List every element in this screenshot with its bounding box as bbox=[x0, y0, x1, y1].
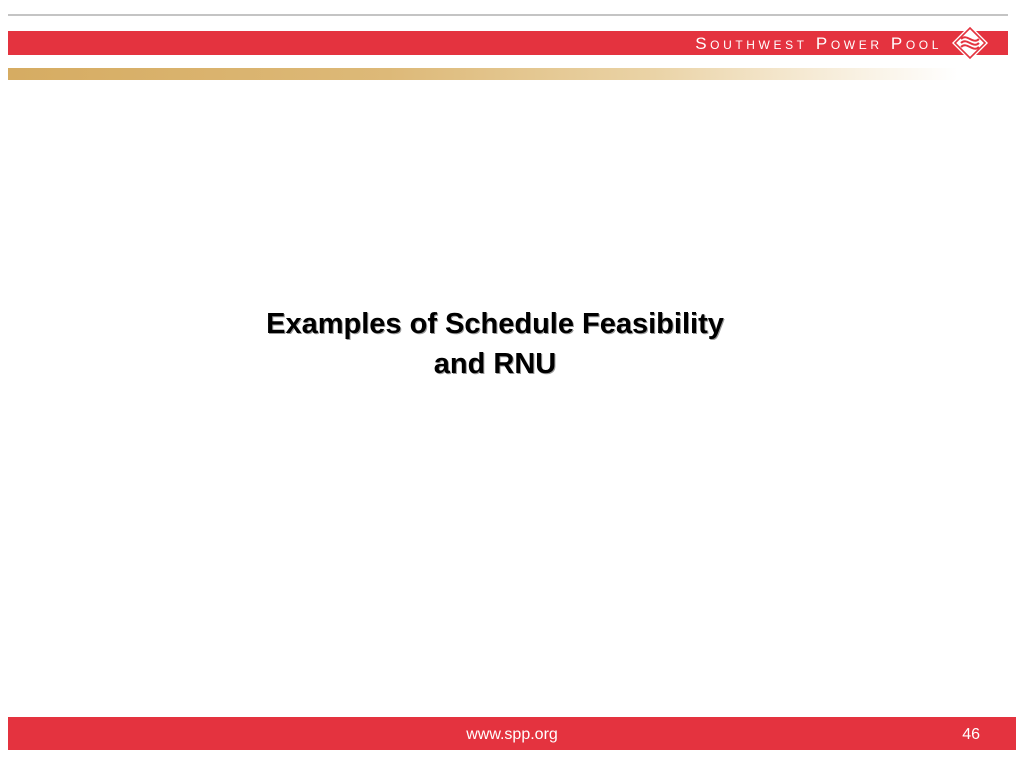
brand-name: Southwest Power Pool bbox=[695, 34, 942, 53]
page-number: 46 bbox=[962, 726, 980, 743]
slide-title-line-1: Examples of Schedule Feasibility bbox=[266, 308, 724, 340]
accent-gradient-band bbox=[8, 68, 958, 80]
header-band bbox=[8, 31, 1008, 55]
top-divider bbox=[8, 14, 1008, 16]
slide-title-line-2: and RNU bbox=[433, 348, 557, 380]
footer-band bbox=[8, 717, 1016, 750]
slide-title bbox=[150, 304, 840, 384]
website-url: www.spp.org bbox=[466, 726, 558, 743]
spp-logo-icon bbox=[951, 24, 989, 62]
